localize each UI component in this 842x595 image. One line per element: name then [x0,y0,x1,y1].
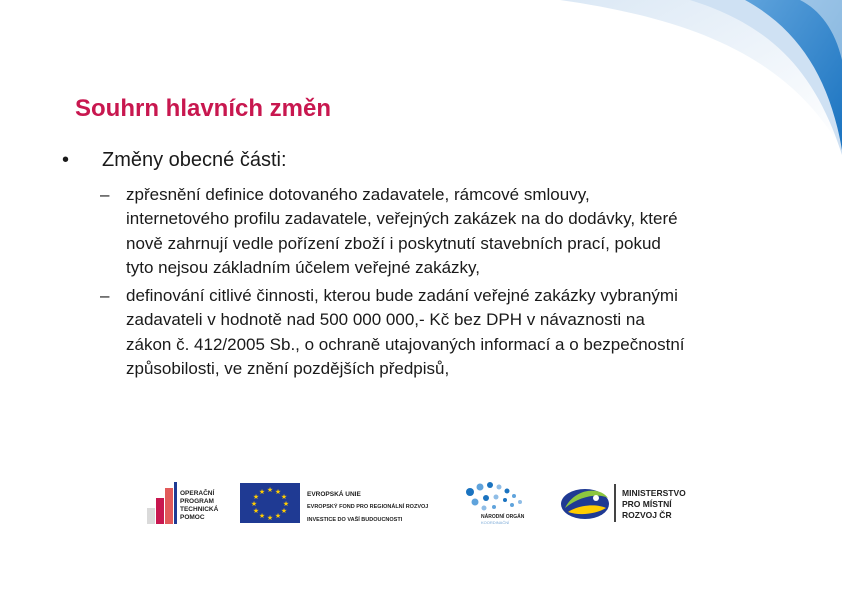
sub-item-line: zadavateli v hodnotě nad 500 000 000,- Kč bez DPH v návaznosti na [126,310,645,330]
svg-text:★: ★ [280,493,288,501]
mmr-line: MINISTERSTVO [622,488,686,498]
eu-line: INVESTICE DO VAŠÍ BUDOUCNOSTI [307,517,403,523]
optp-line: POMOC [180,514,205,521]
nok-line: KOORDINAČNÍ [481,520,510,525]
svg-text:★: ★ [280,507,288,515]
eu-line: EVROPSKÝ FOND PRO REGIONÁLNÍ ROZVOJ [307,504,429,510]
svg-text:★: ★ [258,488,266,496]
mmr-logo [561,484,686,522]
nok-line: NÁRODNÍ ORGÁN [481,514,525,520]
sub-item-line: zpřesnění definice dotovaného zadavatele, rámcové smlouvy, [126,185,590,204]
svg-text:★: ★ [282,500,290,508]
corner-swoosh-decoration [0,0,842,160]
dash-marker: – [100,185,110,204]
svg-text:★: ★ [266,514,274,522]
slide-title: Souhrn hlavních změn [75,95,332,122]
svg-text:★: ★ [274,488,282,496]
svg-text:★: ★ [252,493,260,501]
sub-item-line: nově zahrnují vedle pořízení zboží i poskytnutí stavebních prací, pokud [126,233,661,253]
svg-text:★: ★ [258,512,266,520]
mmr-line: PRO MÍSTNÍ [622,499,672,509]
nok-logo [466,482,525,525]
svg-text:★: ★ [250,500,258,508]
eu-line: EVROPSKÁ UNIE [307,491,361,498]
optp-logo [147,482,219,524]
optp-line: OPERAČNÍ [180,490,215,497]
optp-line: PROGRAM [180,498,214,505]
svg-text:★: ★ [252,507,260,515]
logo-strip [0,478,842,548]
mmr-line: ROZVOJ ČR [622,510,672,520]
sub-item-line: tyto nejsou základním účelem veřejné zakázky, [126,257,481,277]
sub-item-line: zákon č. 412/2005 Sb., o ochraně utajovaných informací a o bezpečnostní [126,334,685,354]
optp-line: TECHNICKÁ [180,506,219,513]
svg-text:★: ★ [274,512,282,520]
sub-item-line: definování citlivé činnosti, kterou bude zadání veřejné zakázky vybranými [126,286,678,305]
svg-text:★: ★ [266,486,274,494]
sub-item-line: internetového profilu zadavatele, veřejných zakázek na do dodávky, které [126,209,678,229]
eu-flag-icon [240,483,300,523]
bullet-marker: • [62,149,70,171]
bullet-text: Změny obecné části: [102,149,287,171]
dash-marker: – [100,286,110,305]
sub-item-line: způsobilosti, ve znění pozdějších předpisů, [126,358,450,378]
